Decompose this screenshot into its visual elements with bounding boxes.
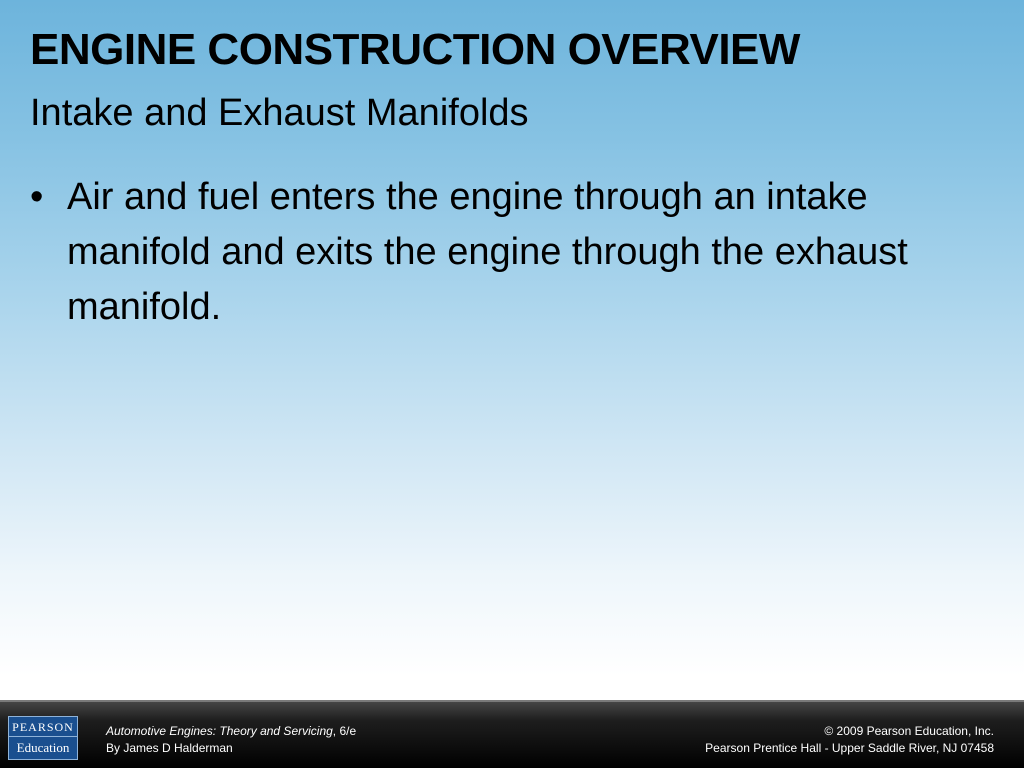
logo-bottom-text: Education [16, 740, 70, 755]
book-title: Automotive Engines: Theory and Servicing [106, 724, 333, 738]
publisher-address: Pearson Prentice Hall - Upper Saddle River, NJ 07458 [705, 741, 994, 755]
footer-book-info [106, 723, 356, 757]
book-edition: , 6/e [332, 724, 357, 738]
pearson-education-logo [8, 716, 78, 760]
bullet-marker: • [30, 176, 44, 218]
footer-publisher-info [705, 723, 994, 757]
slide-subtitle: Intake and Exhaust Manifolds [30, 92, 529, 134]
copyright-text: © 2009 Pearson Education, Inc. [824, 724, 994, 738]
bullet-item [30, 170, 980, 335]
bullet-list [30, 170, 980, 335]
logo-top-text: PEARSON [9, 717, 77, 737]
footer-divider [0, 700, 1024, 702]
book-author: By James D Halderman [106, 741, 233, 755]
bullet-text: Air and fuel enters the engine through an intake manifold and exits the engine through the exhaust manifold. [67, 176, 908, 328]
slide-title: ENGINE CONSTRUCTION OVERVIEW [30, 25, 800, 74]
footer-book-line [106, 723, 356, 740]
